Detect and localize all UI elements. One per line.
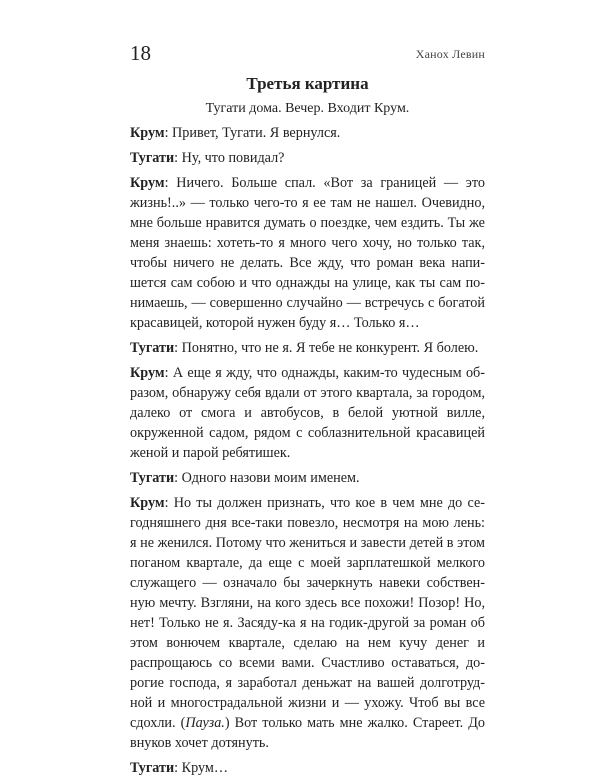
line-text: : Но ты должен признать, что кое в чем мне до сегодняшнего дня все-таки повезло, несмотря на мою лень: я не женился. Потому что жениться и завести детей в этом поганом квартале, да еще с моей зарплатешкой мелкого служащего — означало бы зачеркнуть навеки собственную мечту. Взгляни, на кого здесь все похожи! Позор! Но, нет! Только не я. Засяду-ка я на годик-другой за роман об этом вонючем квартале, сделаю на нем кучу денег и распрощаюсь со всеми вами. Счастливо оставаться, дорогие господа, я заработал деньжат на вашей долготрудной и многострадальной жизни и — ухожу. Чтоб вы все сдохли. (	[130, 495, 485, 731]
line-text: : Привет, Тугати. Я вернулся.	[164, 125, 341, 141]
line-text: : Крум…	[174, 760, 229, 776]
speaker-name: Крум	[130, 175, 165, 191]
speaker-name: Тугати	[130, 760, 175, 776]
page-number: 18	[130, 41, 151, 65]
line-text-continued: ) Вот только мать мне жалко. Стареет. До внуков хочет дотянуть.	[130, 715, 485, 751]
page-body	[130, 73, 485, 783]
running-head-author: Ханох Левин	[415, 47, 485, 61]
line-text: : Одного назови моим именем.	[174, 470, 360, 486]
speaker-name: Тугати	[130, 150, 175, 166]
speaker-name: Крум	[130, 125, 165, 141]
dialogue-line	[130, 173, 485, 333]
scene-title: Третья картина	[246, 74, 369, 93]
line-text: : А еще я жду, что однажды, каким-то чудесным образом, обнаружу себя вдали от этого квартала, за городом, далеко от смога и автобусов, в белой уютной вилле, окруженной садом, рядом с соблазнительной красавицей женой и парой ребятишек.	[130, 365, 485, 461]
dialogue-line	[130, 338, 485, 358]
page-header	[130, 40, 485, 66]
dialogue-line	[130, 363, 485, 463]
stage-remark-pause: Пауза.	[185, 715, 225, 731]
line-text: : Ну, что повидал?	[174, 150, 285, 166]
dialogue-line	[130, 758, 485, 778]
speaker-name: Тугати	[130, 470, 175, 486]
line-text: : Понятно, что не я. Я тебе не конкурент. Я болею.	[174, 340, 479, 356]
dialogue-line	[130, 123, 485, 143]
speaker-name: Крум	[130, 365, 165, 381]
stage-direction: Тугати дома. Вечер. Входит Крум.	[205, 101, 410, 116]
speaker-name: Тугати	[130, 340, 175, 356]
speaker-name: Крум	[130, 495, 165, 511]
dialogue-line	[130, 493, 485, 753]
dialogue-line	[130, 468, 485, 488]
line-text: : Ничего. Больше спал. «Вот за границей — это жизнь!..» — только чего-то я ее там не нашел. Очевидно, мне больше нравится думать о поездке, чем ездить. Ты же меня знаешь: хотеть-то я много чего хочу, но только так, чтобы ничего не делать. Все жду, что роман века напишется сам собою и что однажды на улице, как ты сам понимаешь, — совершенно случайно — встречусь с богатой красавицей, которой нужен буду я… Только я…	[130, 175, 485, 331]
dialogue-line	[130, 148, 485, 168]
